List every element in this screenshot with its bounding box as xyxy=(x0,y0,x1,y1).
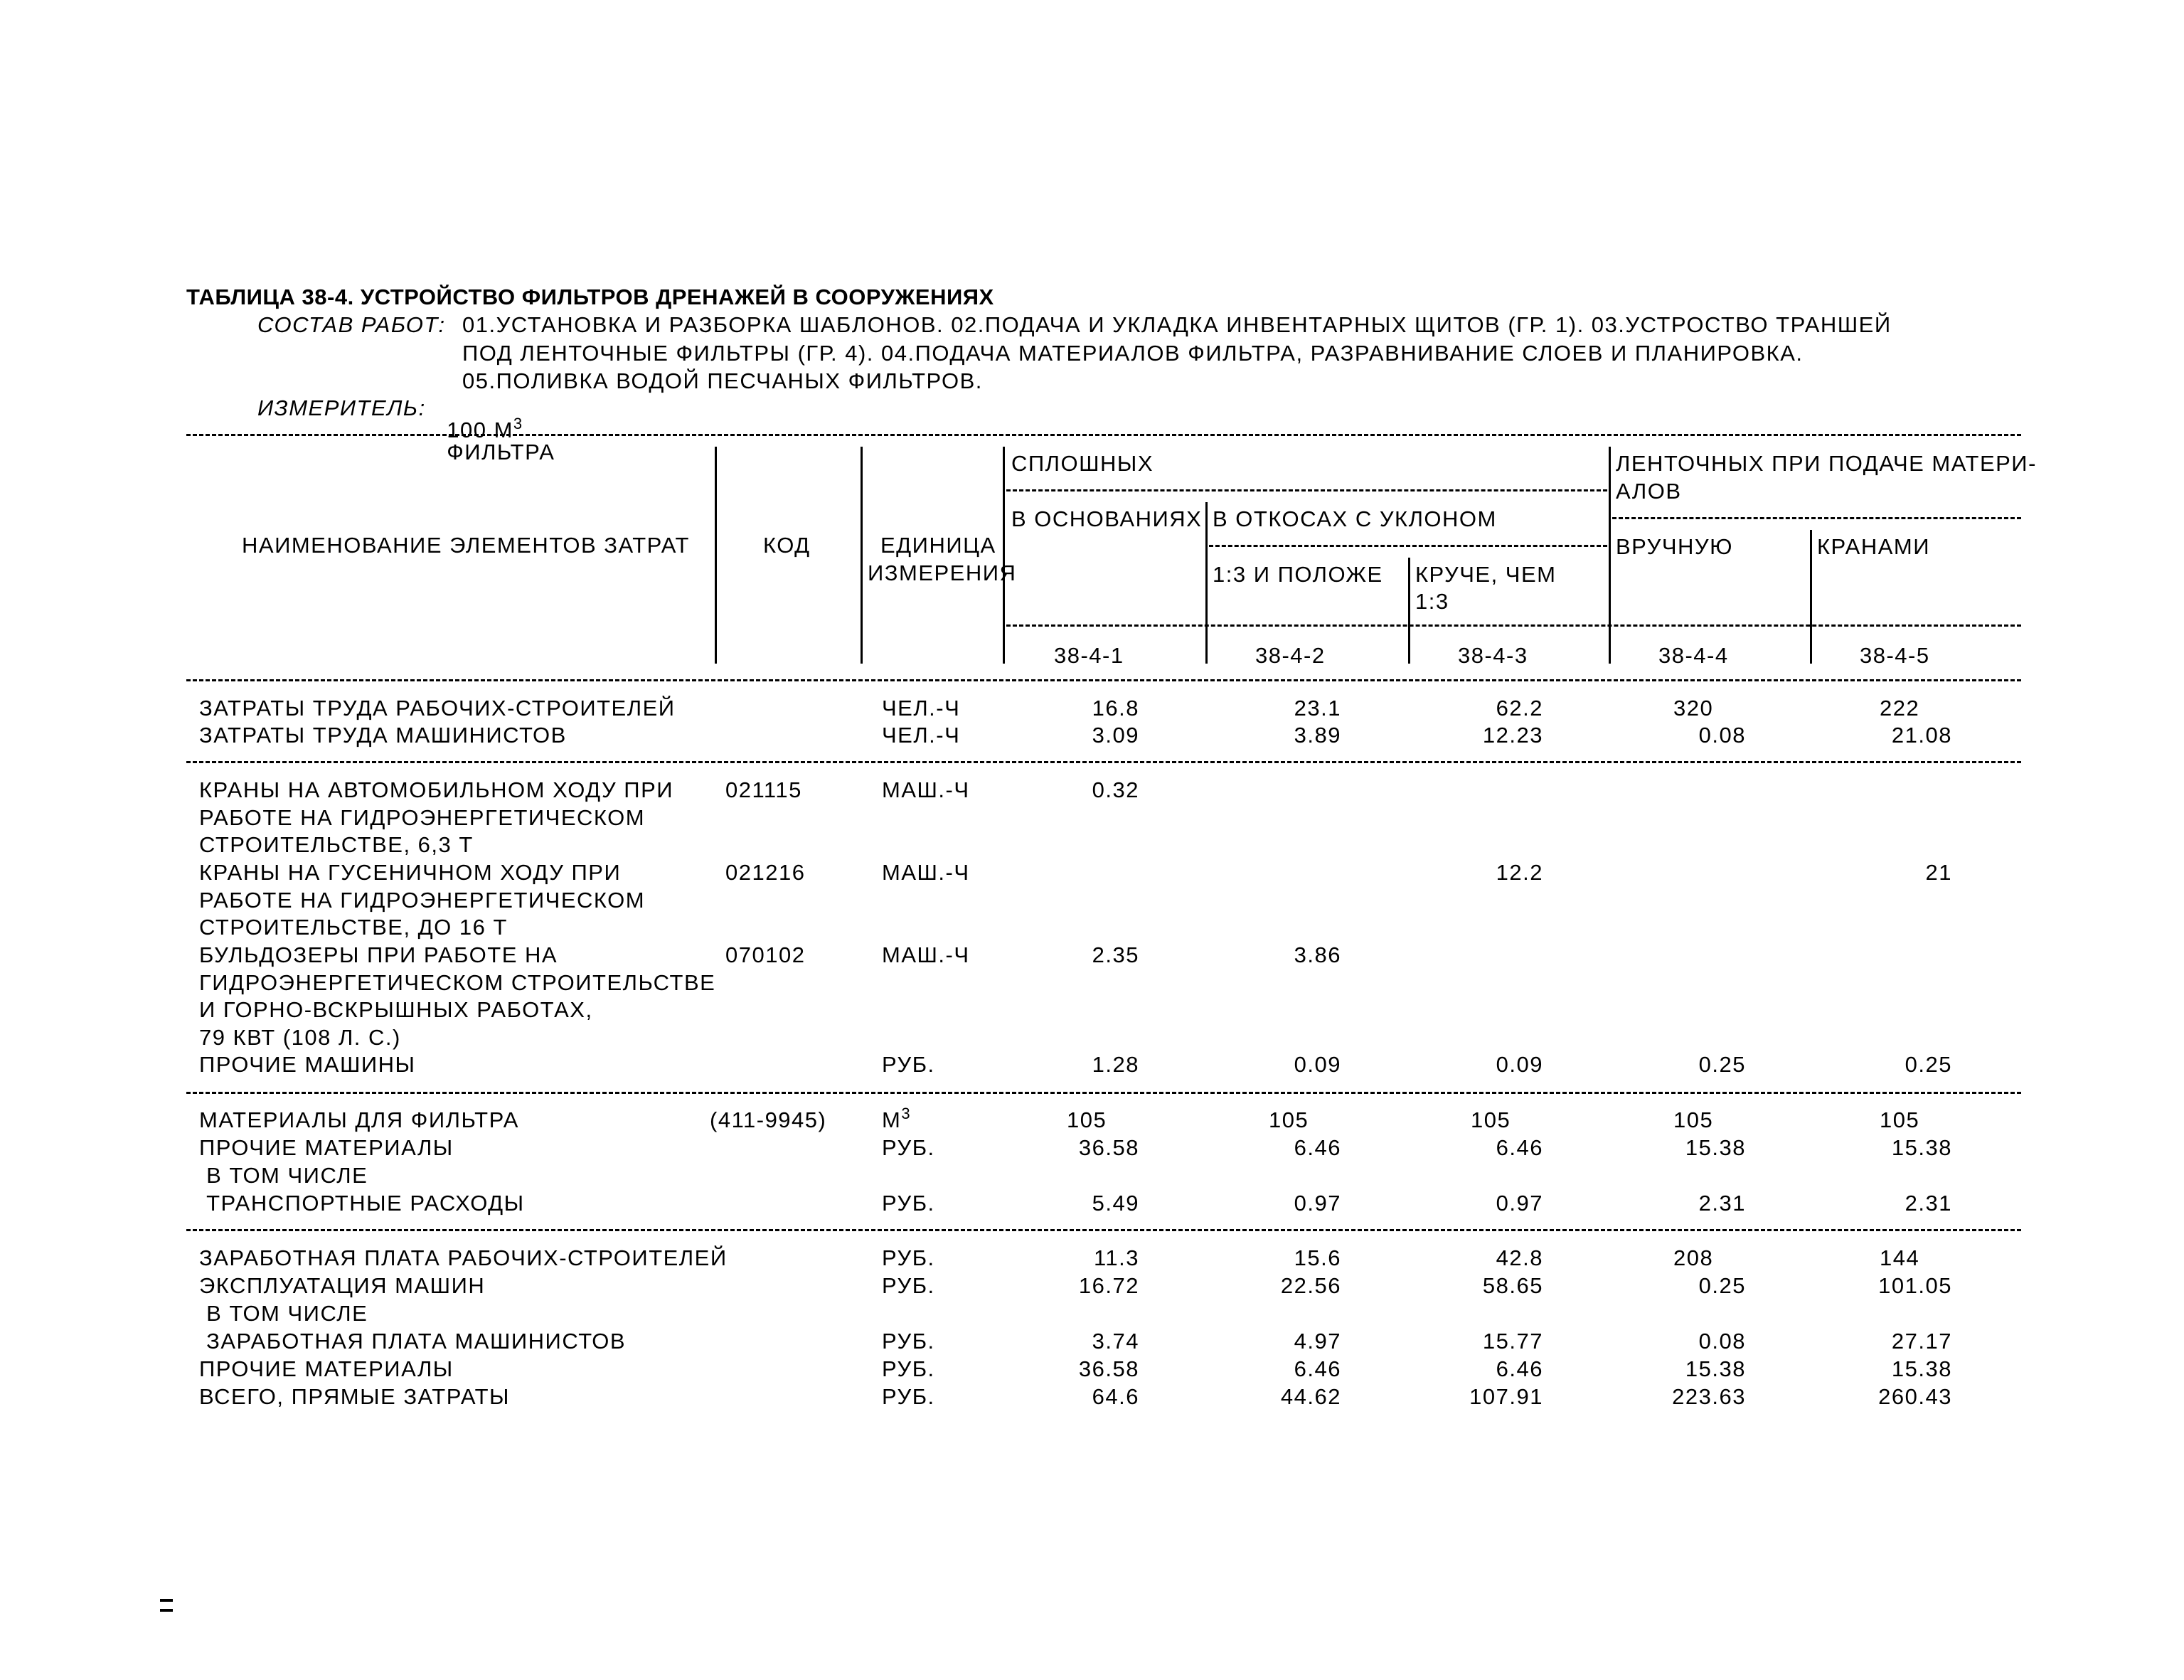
code-38-4-5: 38-4-5 xyxy=(1860,643,1930,668)
row-name: РАБОТЕ НА ГИДРОЭНЕРГЕТИЧЕСКОМ xyxy=(199,887,646,913)
row-unit xyxy=(882,724,960,746)
header-slope-steep-2: 1:3 xyxy=(1415,589,1449,614)
row-value-col-2: 23.1 xyxy=(1294,696,1341,721)
row-value-col-5: 15.38 xyxy=(1891,1135,1952,1160)
header-unit-1: ЕДИНИЦА xyxy=(880,533,996,558)
rule-slopes xyxy=(1209,545,1607,547)
row-name: СТРОИТЕЛЬСТВЕ, ДО 16 Т xyxy=(199,915,508,940)
row-unit xyxy=(882,1247,935,1269)
table-title: ТАБЛИЦА 38-4. УСТРОЙСТВО ФИЛЬТРОВ ДРЕНАЖЕЙ В СООРУЖЕНИЯХ xyxy=(186,285,994,309)
row-value-col-4: 0.08 xyxy=(1698,723,1746,748)
header-solid: СПЛОШНЫХ xyxy=(1011,451,1154,476)
row-name: БУЛЬДОЗЕРЫ ПРИ РАБОТЕ НА xyxy=(199,942,558,967)
row-value-col-2: 6.46 xyxy=(1294,1356,1341,1381)
row-value-col-5: 105 xyxy=(1880,1107,1920,1132)
row-name: ПРОЧИЕ МАШИНЫ xyxy=(199,1052,416,1077)
row-name: ПРОЧИЕ МАТЕРИАЛЫ xyxy=(199,1356,454,1381)
row-unit xyxy=(882,1137,935,1159)
rule-codes xyxy=(1006,624,2021,627)
row-name: КРАНЫ НА АВТОМОБИЛЬНОМ ХОДУ ПРИ xyxy=(199,777,674,802)
row-name: В ТОМ ЧИСЛЕ xyxy=(199,1163,368,1188)
header-unit-2: ИЗМЕРЕНИЯ xyxy=(868,560,1017,585)
col-divider-slopes xyxy=(1205,502,1208,664)
row-value-col-5: 15.38 xyxy=(1891,1356,1952,1381)
row-value-col-2: 44.62 xyxy=(1280,1384,1341,1409)
row-value-col-4: 0.25 xyxy=(1698,1052,1746,1077)
row-unit xyxy=(882,1358,935,1380)
row-value-col-5: 101.05 xyxy=(1878,1273,1952,1298)
row-value-col-1: 36.58 xyxy=(1078,1356,1139,1381)
row-value-col-4: 105 xyxy=(1673,1107,1714,1132)
row-value-col-1: 16.8 xyxy=(1092,696,1139,721)
row-value-col-3: 58.65 xyxy=(1482,1273,1543,1298)
measure-value-tail: ФИЛЬТРА xyxy=(447,440,555,464)
row-value-col-3: 62.2 xyxy=(1496,696,1543,721)
row-unit xyxy=(882,1192,935,1214)
header-strip-2: АЛОВ xyxy=(1616,479,1682,504)
row-name: РАБОТЕ НА ГИДРОЭНЕРГЕТИЧЕСКОМ xyxy=(199,804,646,830)
col-divider-solid xyxy=(1003,447,1005,664)
row-value-col-5: 2.31 xyxy=(1905,1191,1952,1216)
row-unit-text: ЧЕЛ.-Ч xyxy=(882,696,961,721)
row-name: ЭКСПЛУАТАЦИЯ МАШИН xyxy=(199,1273,486,1298)
row-unit xyxy=(882,1053,935,1075)
row-value-col-5: 0.25 xyxy=(1905,1052,1952,1077)
row-unit-text: М xyxy=(882,1107,902,1132)
col-divider-code xyxy=(715,447,717,664)
header-bases: В ОСНОВАНИЯХ xyxy=(1011,506,1203,531)
header-slopes: В ОТКОСАХ С УКЛОНОМ xyxy=(1213,506,1497,531)
header-code: КОД xyxy=(763,533,811,558)
row-value-col-3: 42.8 xyxy=(1496,1245,1543,1270)
row-name: КРАНЫ НА ГУСЕНИЧНОМ ХОДУ ПРИ xyxy=(199,860,622,885)
row-value-col-2: 0.97 xyxy=(1294,1191,1341,1216)
row-unit-text: РУБ. xyxy=(882,1273,935,1298)
row-unit xyxy=(882,861,970,883)
row-value-col-4: 320 xyxy=(1673,696,1714,721)
header-slope-gentle: 1:3 И ПОЛОЖЕ xyxy=(1213,562,1383,587)
row-value-col-3: 12.23 xyxy=(1482,723,1543,748)
row-value-col-1: 16.72 xyxy=(1078,1273,1139,1298)
row-value-col-5: 222 xyxy=(1880,696,1920,721)
page-mark-bottom xyxy=(160,1609,173,1612)
row-value-col-5: 260.43 xyxy=(1878,1384,1952,1409)
row-unit-text: РУБ. xyxy=(882,1384,935,1409)
row-unit xyxy=(882,1330,935,1352)
measure-value-text: 100 М xyxy=(447,418,513,442)
row-value-col-4: 2.31 xyxy=(1698,1191,1746,1216)
row-name: ЗАРАБОТНАЯ ПЛАТА МАШИНИСТОВ xyxy=(199,1329,627,1354)
page-mark-top xyxy=(160,1599,173,1602)
row-value-col-1: 64.6 xyxy=(1092,1384,1139,1409)
measure-label: ИЗМЕРИТЕЛЬ: xyxy=(257,395,426,420)
row-name: ГИДРОЭНЕРГЕТИЧЕСКОМ СТРОИТЕЛЬСТВЕ xyxy=(199,969,716,995)
row-value-col-2: 0.09 xyxy=(1294,1052,1341,1077)
row-value-col-1: 3.74 xyxy=(1092,1329,1139,1354)
row-value-col-4: 0.08 xyxy=(1698,1329,1746,1354)
row-value-col-1: 11.3 xyxy=(1093,1245,1139,1270)
row-value-col-1: 2.35 xyxy=(1092,942,1139,967)
code-38-4-2: 38-4-2 xyxy=(1255,643,1326,668)
row-unit-text: РУБ. xyxy=(882,1052,935,1077)
row-value-col-3: 12.2 xyxy=(1496,860,1543,885)
row-code: 070102 xyxy=(725,942,806,967)
row-value-col-3: 107.91 xyxy=(1469,1384,1543,1409)
row-unit xyxy=(882,1105,912,1132)
col-divider-cranes xyxy=(1810,530,1812,664)
row-value-col-2: 6.46 xyxy=(1294,1135,1341,1160)
row-value-col-5: 21 xyxy=(1925,860,1952,885)
row-name: 79 КВТ (108 Л. С.) xyxy=(199,1025,401,1051)
col-divider-unit xyxy=(861,447,863,664)
row-value-col-4: 0.25 xyxy=(1698,1273,1746,1298)
row-unit-text: РУБ. xyxy=(882,1356,935,1381)
row-unit-text: РУБ. xyxy=(882,1329,935,1354)
code-38-4-3: 38-4-3 xyxy=(1458,643,1528,668)
composition-line-3: 05.ПОЛИВКА ВОДОЙ ПЕСЧАНЫХ ФИЛЬТРОВ. xyxy=(462,368,983,393)
row-value-col-4: 15.38 xyxy=(1685,1356,1746,1381)
row-unit-text: ЧЕЛ.-Ч xyxy=(882,723,961,748)
row-unit-text: МАШ.-Ч xyxy=(882,942,970,967)
row-name: ТРАНСПОРТНЫЕ РАСХОДЫ xyxy=(199,1191,525,1216)
row-value-col-4: 223.63 xyxy=(1672,1384,1746,1409)
measure-value-sup: 3 xyxy=(513,415,523,432)
row-name: МАТЕРИАЛЫ ДЛЯ ФИЛЬТРА xyxy=(199,1107,519,1132)
row-name: В ТОМ ЧИСЛЕ xyxy=(199,1301,368,1326)
code-38-4-4: 38-4-4 xyxy=(1658,643,1729,668)
row-code: (411-9945) xyxy=(710,1107,827,1132)
row-value-col-2: 3.89 xyxy=(1294,723,1341,748)
row-value-col-2: 4.97 xyxy=(1294,1329,1341,1354)
row-unit xyxy=(882,1386,935,1408)
row-value-col-5: 21.08 xyxy=(1891,723,1952,748)
rule-section-3 xyxy=(186,1229,2021,1231)
row-unit-sup: 3 xyxy=(901,1105,912,1122)
row-code: 021115 xyxy=(725,777,802,802)
row-value-col-2: 15.6 xyxy=(1294,1245,1341,1270)
rule-top xyxy=(186,434,2021,436)
row-name: СТРОИТЕЛЬСТВЕ, 6,3 Т xyxy=(199,832,474,858)
row-value-col-1: 36.58 xyxy=(1078,1135,1139,1160)
header-strip-1: ЛЕНТОЧНЫХ ПРИ ПОДАЧЕ МАТЕРИ- xyxy=(1616,451,2037,476)
rule-section-1 xyxy=(186,761,2021,763)
header-cranes: КРАНАМИ xyxy=(1817,534,1931,559)
row-code: 021216 xyxy=(725,860,806,885)
row-value-col-2: 22.56 xyxy=(1280,1273,1341,1298)
row-name: ЗАРАБОТНАЯ ПЛАТА РАБОЧИХ-СТРОИТЕЛЕЙ xyxy=(199,1245,728,1270)
row-unit-text: РУБ. xyxy=(882,1135,935,1160)
row-value-col-4: 208 xyxy=(1673,1245,1714,1270)
header-name: НАИМЕНОВАНИЕ ЭЛЕМЕНТОВ ЗАТРАТ xyxy=(242,533,690,558)
rule-solid xyxy=(1006,489,1607,491)
row-unit xyxy=(882,944,970,966)
rule-header-bottom xyxy=(186,679,2021,681)
row-value-col-2: 3.86 xyxy=(1294,942,1341,967)
row-name: ЗАТРАТЫ ТРУДА РАБОЧИХ-СТРОИТЕЛЕЙ xyxy=(199,696,676,721)
row-unit xyxy=(882,697,960,719)
row-value-col-2: 105 xyxy=(1269,1107,1309,1132)
row-unit-text: РУБ. xyxy=(882,1191,935,1216)
rule-strip xyxy=(1612,517,2021,519)
row-value-col-3: 15.77 xyxy=(1482,1329,1543,1354)
header-manual: ВРУЧНУЮ xyxy=(1616,534,1733,559)
row-value-col-1: 1.28 xyxy=(1092,1052,1139,1077)
composition-label: СОСТАВ РАБОТ: xyxy=(257,312,446,337)
row-value-col-5: 27.17 xyxy=(1891,1329,1952,1354)
row-value-col-1: 5.49 xyxy=(1092,1191,1139,1216)
row-name: ВСЕГО, ПРЯМЫЕ ЗАТРАТЫ xyxy=(199,1384,510,1409)
row-value-col-1: 0.32 xyxy=(1092,777,1139,802)
row-unit xyxy=(882,779,970,801)
row-name: ПРОЧИЕ МАТЕРИАЛЫ xyxy=(199,1135,454,1160)
row-unit xyxy=(882,1275,935,1297)
col-divider-strip xyxy=(1609,447,1611,664)
row-value-col-3: 6.46 xyxy=(1496,1356,1543,1381)
row-unit-text: РУБ. xyxy=(882,1245,935,1270)
row-value-col-1: 3.09 xyxy=(1092,723,1139,748)
row-value-col-5: 144 xyxy=(1880,1245,1920,1270)
col-divider-steep xyxy=(1408,558,1410,664)
code-38-4-1: 38-4-1 xyxy=(1054,643,1124,668)
row-unit-text: МАШ.-Ч xyxy=(882,777,970,802)
row-name: ЗАТРАТЫ ТРУДА МАШИНИСТОВ xyxy=(199,723,567,748)
row-name: И ГОРНО-ВСКРЫШНЫХ РАБОТАХ, xyxy=(199,997,593,1023)
row-unit-text: МАШ.-Ч xyxy=(882,860,970,885)
measure-value xyxy=(432,397,555,463)
header-slope-steep-1: КРУЧЕ, ЧЕМ xyxy=(1415,562,1557,587)
row-value-col-3: 0.09 xyxy=(1496,1052,1543,1077)
composition-line-1: 01.УСТАНОВКА И РАЗБОРКА ШАБЛОНОВ. 02.ПОДАЧА И УКЛАДКА ИНВЕНТАРНЫХ ЩИТОВ (ГР. 1). 03.УСТРОСТВО ТРАНШЕЙ xyxy=(462,312,1892,337)
row-value-col-3: 6.46 xyxy=(1496,1135,1543,1160)
row-value-col-4: 15.38 xyxy=(1685,1135,1746,1160)
row-value-col-3: 105 xyxy=(1471,1107,1511,1132)
composition-line-2: ПОД ЛЕНТОЧНЫЕ ФИЛЬТРЫ (ГР. 4). 04.ПОДАЧА МАТЕРИАЛОВ ФИЛЬТРА, РАЗРАВНИВАНИЕ СЛОЕВ И ПЛАНИРОВКА. xyxy=(462,341,1804,366)
row-value-col-1: 105 xyxy=(1067,1107,1107,1132)
row-value-col-3: 0.97 xyxy=(1496,1191,1543,1216)
rule-section-2 xyxy=(186,1092,2021,1094)
